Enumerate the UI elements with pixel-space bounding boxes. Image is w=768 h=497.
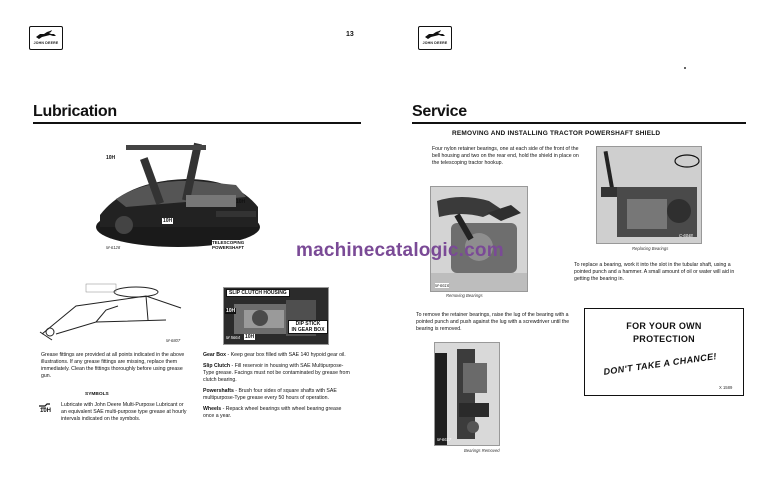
removing-bearings-photo (430, 186, 528, 292)
mower-photo-code: M-6128 (106, 245, 121, 250)
logo-text: JOHN DEERE (422, 41, 448, 45)
shaft-drawing (435, 343, 499, 445)
page-title: Lubrication (33, 103, 117, 120)
item-text: - Keep gear box filled with SAE 140 hypoid gear oil. (226, 352, 346, 358)
protection-line-3: DON'T TAKE A CHANCE! (602, 351, 718, 377)
john-deere-logo (418, 26, 452, 50)
clutch-photo-code: M 5664 (226, 335, 240, 340)
replacing-photo-code: C-6048 (679, 233, 693, 238)
lube-symbol-right: 10H (236, 199, 246, 205)
removing-bearings-caption: Removing Bearings (446, 293, 483, 298)
hands-tool-drawing (431, 187, 527, 291)
mower-sketch (36, 276, 186, 344)
replacing-bearings-photo (596, 146, 702, 244)
bearings-removed-caption: Bearings Removed (464, 448, 500, 453)
bearings-removed-photo (434, 342, 500, 446)
item-slip-clutch (203, 363, 353, 384)
removed-photo-code: M-6617 (437, 437, 452, 442)
item-title: Wheels (203, 406, 222, 412)
symbol-description: Lubricate with John Deere Multi-Purpose Lubricant or an equivalent SAE multi-purpose type grease at hourly intervals indicated on the symbols. (61, 402, 187, 422)
item-title: Gear Box (203, 352, 227, 358)
intro-paragraph: Four nylon retainer bearings, one at each side of the front of the bell housing and two on the rear end, hold the shield in place on the telescoping tractor hookup. (432, 146, 579, 166)
item-text: - Repack wheel bearings with wheel bearing grease once a year. (203, 406, 342, 419)
removing-photo-code: M-6616 (435, 283, 450, 288)
symbol-hours: 10H (40, 408, 52, 414)
title-rule (33, 122, 361, 124)
protection-code: X 1589 (719, 385, 733, 390)
john-deere-logo (29, 26, 63, 50)
lube-symbol-top: 10H (106, 155, 116, 161)
item-gear-box (203, 352, 353, 359)
deer-icon (423, 29, 447, 40)
protection-line-2: PROTECTION (632, 334, 695, 344)
item-text: - Fill reservoir in housing with SAE Multipurpose-Type grease. Facings must not be contaminated by grease from clutch bearing. (203, 363, 350, 383)
protection-notice (584, 308, 744, 396)
drawing-code: M-6807 (166, 338, 181, 343)
page-title: Service (412, 103, 467, 120)
clutch-side-symbol: 10H (226, 308, 236, 314)
logo-text: JOHN DEERE (33, 41, 59, 45)
title-rule (412, 122, 746, 124)
slip-clutch-photo (223, 287, 329, 345)
watermark-text: machinecatalogic.com (296, 240, 504, 261)
item-wheels (203, 406, 353, 420)
slip-clutch-housing-label: SLIP CLUTCH HOUSING (226, 289, 290, 297)
lube-symbol-icon (38, 402, 58, 416)
hammer-punch-drawing (597, 147, 701, 243)
clutch-bottom-symbol: 10H (245, 334, 255, 340)
maintenance-items (203, 352, 353, 420)
page-number: 13 (346, 31, 354, 38)
item-text: - Brush four sides of square shafts with SAE multipurpose-Type grease every 50 hours of operation. (203, 388, 337, 401)
dip-stick-label: DIP STICK IN GEAR BOX (288, 320, 328, 334)
telescoping-powershaft-label: TELESCOPING POWERSHAFT (212, 240, 245, 250)
remove-paragraph: To remove the retainer bearings, raise the lug of the bearing with a pointed punch and push against the lug with a screwdriver until the bearing is removed. (416, 312, 570, 332)
replace-paragraph: To replace a bearing, work it into the slot in the tubular shaft, using a pointed punch and a hammer. A small amount of oil or water will aid in getting the bearing in. (574, 262, 735, 282)
item-powershafts (203, 388, 353, 402)
mower-line-drawing (36, 276, 186, 344)
item-title: Slip Clutch (203, 363, 231, 369)
protection-line-1: FOR YOUR OWN (626, 321, 702, 331)
replacing-bearings-caption: Replacing Bearings (632, 246, 669, 251)
item-title: Powershafts (203, 388, 234, 394)
grease-paragraph: Grease fittings are provided at all points indicated in the above illustrations. If any grease fittings are missing, replace them immediately. Clean the fittings thoroughly before using grease gun. (41, 352, 185, 379)
speck (684, 67, 686, 69)
lube-symbol-middle: 10H (163, 218, 173, 224)
section-subheading: REMOVING AND INSTALLING TRACTOR POWERSHAFT SHIELD (452, 130, 661, 137)
symbols-title: SYMBOLS (85, 392, 109, 397)
mower-illustration (86, 135, 266, 253)
deer-icon (34, 29, 58, 40)
rotary-mower-drawing (86, 135, 266, 253)
